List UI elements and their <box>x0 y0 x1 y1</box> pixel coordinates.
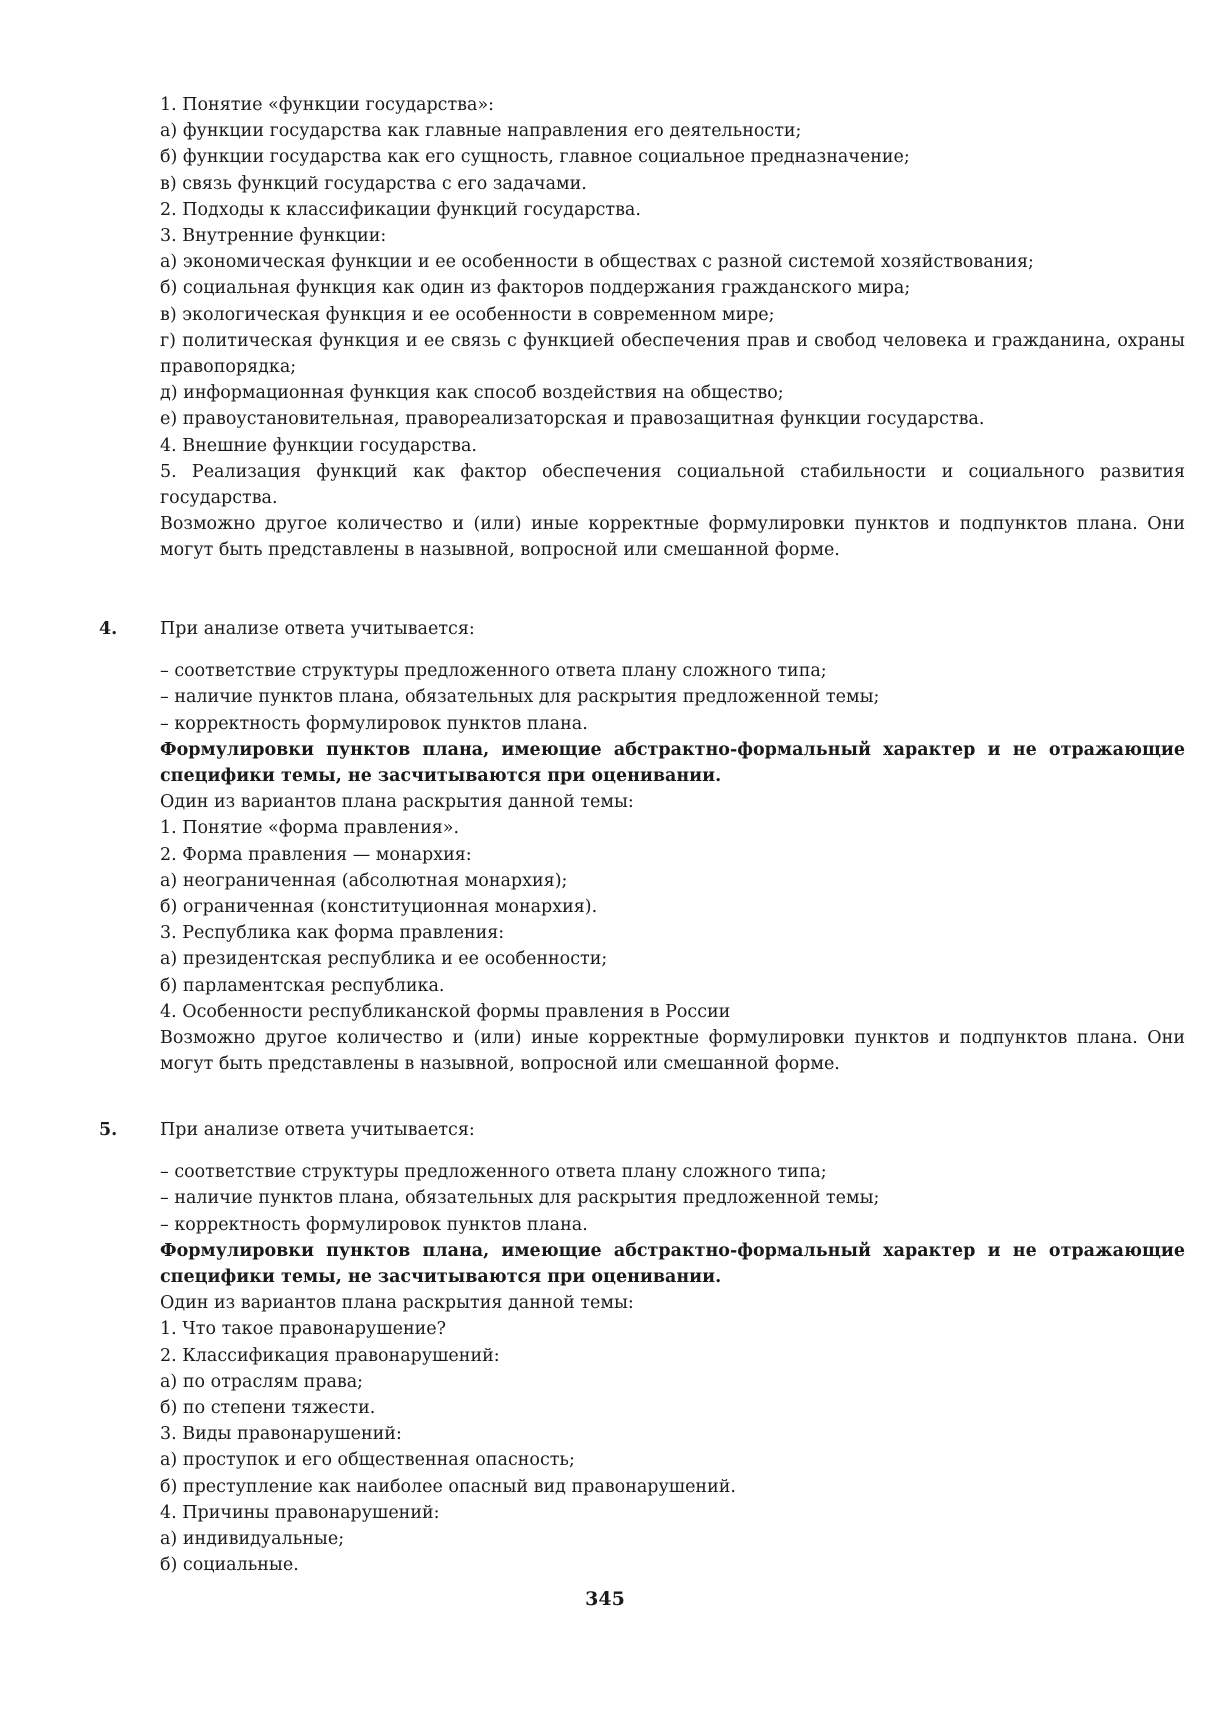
plan-line: б) парламентская республика. <box>160 975 445 996</box>
plan-line: а) функции государства как главные направления его деятельности; <box>160 121 802 142</box>
closing-note: Возможно другое количество и (или) иные корректные формулировки пунктов и подпунктов плана. Они могут быть представлены в назывной, вопросной или смешанной форме. <box>160 1028 1185 1075</box>
plan-line: б) ограниченная (конституционная монархия). <box>160 897 598 918</box>
plan-line: 5. Реализация функций как фактор обеспечения социальной стабильности и социального развития государства. <box>160 461 1185 509</box>
criterion-line: – корректность формулировок пунктов плана. <box>160 713 588 734</box>
analysis-intro: При анализе ответа учитывается: <box>160 1120 475 1140</box>
plan-line: б) функции государства как его сущность, главное социальное предназначение; <box>160 147 910 168</box>
plan-line: б) преступление как наиболее опасный вид правонарушений. <box>160 1476 736 1497</box>
plan-line: а) по отраслям права; <box>160 1371 364 1392</box>
page-number: 345 <box>585 1588 625 1610</box>
item-number-4: 4. <box>99 619 118 639</box>
plan-line: 3. Республика как форма правления: <box>160 923 505 944</box>
variant-intro: Один из вариантов плана раскрытия данной темы: <box>160 1293 634 1314</box>
plan-line: 1. Понятие «функции государства»: <box>160 95 495 115</box>
criterion-line: – наличие пунктов плана, обязательных для раскрытия предложенной темы; <box>160 687 880 708</box>
plan-continuation <box>160 92 1185 564</box>
plan-line: а) индивидуальные; <box>160 1529 345 1550</box>
analysis-intro: При анализе ответа учитывается: <box>160 619 475 639</box>
plan-line: 1. Что такое правонарушение? <box>160 1319 447 1340</box>
plan-line: г) политическая функция и ее связь с функцией обеспечения прав и свобод человека и гражданина, охраны правопорядка; <box>160 330 1185 378</box>
plan-line: б) социальная функция как один из факторов поддержания гражданского мира; <box>160 278 911 299</box>
plan-line: 3. Внутренние функции: <box>160 226 387 247</box>
plan-line: 4. Особенности республиканской формы правления в России <box>160 1001 731 1022</box>
plan-line: б) по степени тяжести. <box>160 1398 376 1419</box>
plan-line: д) информационная функция как способ воздействия на общество; <box>160 383 784 404</box>
variant-intro: Один из вариантов плана раскрытия данной темы: <box>160 792 634 813</box>
plan-line: 2. Подходы к классификации функций государства. <box>160 199 641 220</box>
plan-line: в) экологическая функция и ее особенности в современном мире; <box>160 304 775 325</box>
plan-line: 2. Классификация правонарушений: <box>160 1345 500 1366</box>
plan-line: 1. Понятие «форма правления». <box>160 818 460 839</box>
plan-line: а) неограниченная (абсолютная монархия); <box>160 870 568 891</box>
bold-note: Формулировки пунктов плана, имеющие абстрактно-формальный характер и не отражающие специфики темы, не засчитываются при оценивании. <box>160 1240 1185 1288</box>
item-number-5: 5. <box>99 1120 118 1140</box>
plan-line: 3. Виды правонарушений: <box>160 1424 402 1445</box>
item-5-block <box>160 1117 1185 1578</box>
plan-line: 4. Причины правонарушений: <box>160 1502 440 1523</box>
bold-note: Формулировки пунктов плана, имеющие абстрактно-формальный характер и не отражающие специфики темы, не засчитываются при оценивании. <box>160 739 1185 787</box>
item-4-block <box>160 616 1185 1077</box>
criterion-line: – соответствие структуры предложенного ответа плану сложного типа; <box>160 1162 827 1183</box>
plan-line: а) проступок и его общественная опасность; <box>160 1450 575 1471</box>
plan-line: б) социальные. <box>160 1555 299 1576</box>
criterion-line: – наличие пунктов плана, обязательных для раскрытия предложенной темы; <box>160 1188 880 1209</box>
plan-line: 2. Форма правления — монархия: <box>160 844 472 865</box>
plan-line: а) президентская республика и ее особенности; <box>160 949 608 970</box>
plan-line: в) связь функций государства с его задачами. <box>160 173 587 194</box>
criterion-line: – соответствие структуры предложенного ответа плану сложного типа; <box>160 661 827 682</box>
criterion-line: – корректность формулировок пунктов плана. <box>160 1214 588 1235</box>
plan-line: а) экономическая функции и ее особенности в обществах с разной системой хозяйствования; <box>160 252 1034 273</box>
closing-note: Возможно другое количество и (или) иные корректные формулировки пунктов и подпунктов плана. Они могут быть представлены в назывной, вопросной или смешанной форме. <box>160 514 1185 561</box>
plan-line: 4. Внешние функции государства. <box>160 435 477 456</box>
plan-line: е) правоустановительная, правореализаторская и правозащитная функции государства. <box>160 409 985 430</box>
